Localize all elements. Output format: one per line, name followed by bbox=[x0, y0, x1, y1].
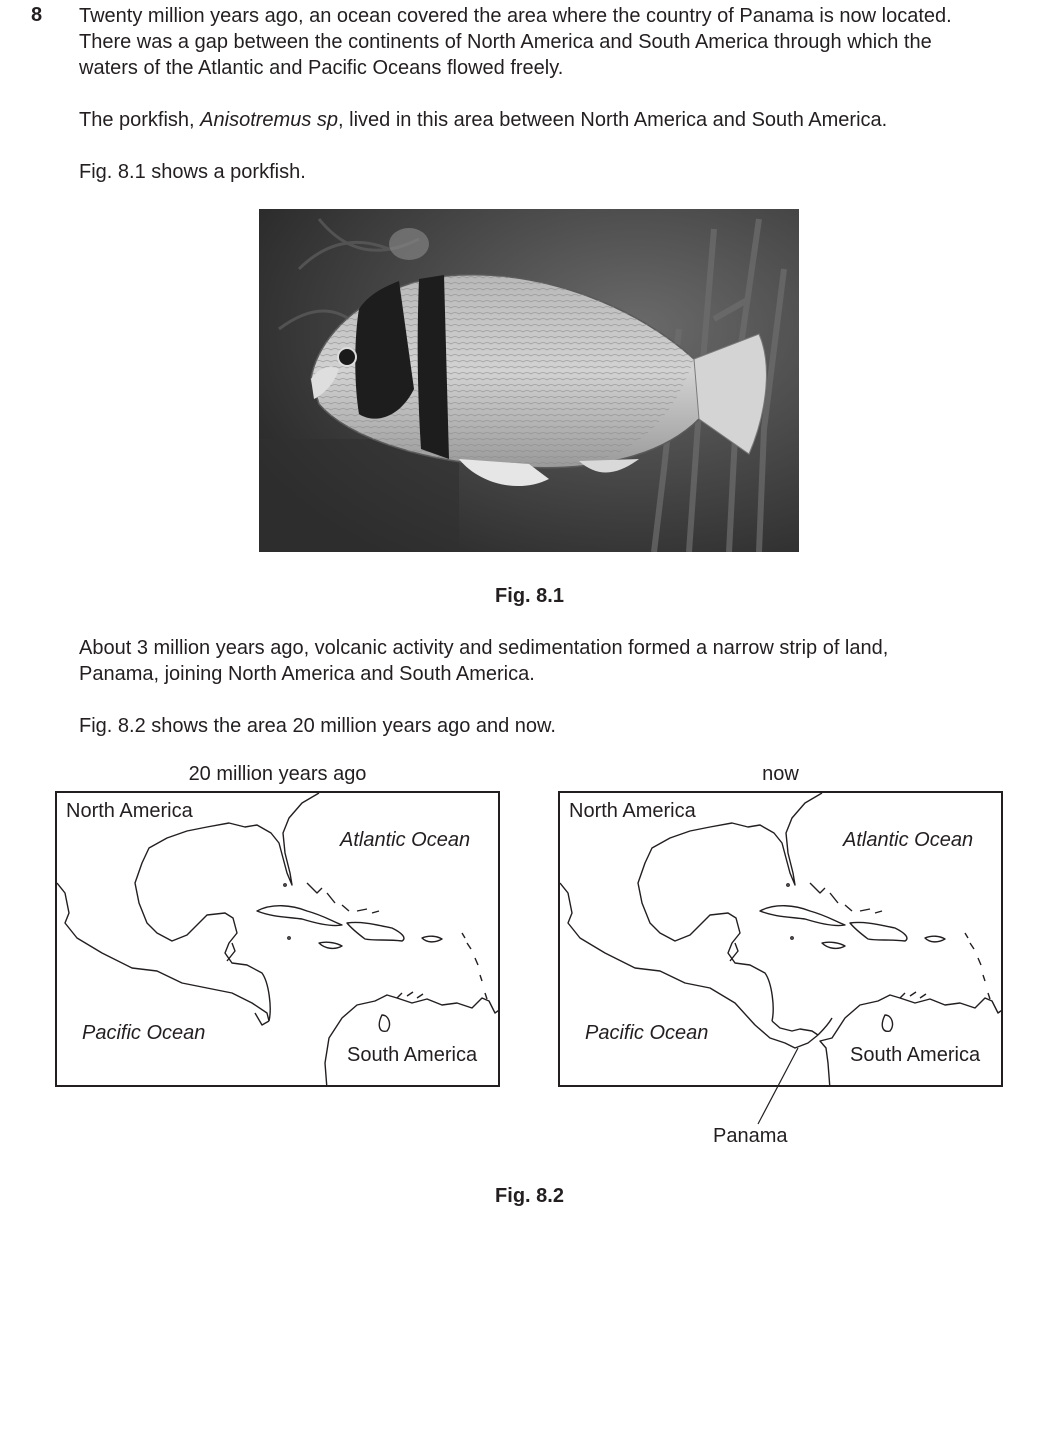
fig1-caption: Fig. 8.1 bbox=[495, 585, 564, 607]
intro-line-1: Twenty million years ago, an ocean covered the area where the country of Panama is now located. bbox=[79, 5, 952, 27]
label-pacific-ocean: Pacific Ocean bbox=[585, 1022, 709, 1044]
fig2-intro: Fig. 8.2 shows the area 20 million years ago and now. bbox=[79, 715, 556, 737]
label-pacific-ocean: Pacific Ocean bbox=[82, 1022, 206, 1044]
species-name: Anisotremus sp bbox=[200, 109, 339, 131]
label-north-america: North America bbox=[66, 800, 193, 822]
map-title-past: 20 million years ago bbox=[188, 763, 367, 785]
map-now bbox=[558, 791, 1003, 1087]
intro-paragraph bbox=[79, 3, 1025, 81]
porkfish-text-end: , lived in this area between North America and South America. bbox=[338, 109, 888, 131]
porkfish-text-start: The porkfish, bbox=[79, 109, 201, 131]
fig2-caption: Fig. 8.2 bbox=[495, 1185, 564, 1207]
map-title-now: now bbox=[762, 763, 799, 785]
label-north-america: North America bbox=[569, 800, 696, 822]
label-south-america: South America bbox=[347, 1044, 478, 1066]
panama-line-1: About 3 million years ago, volcanic activity and sedimentation formed a narrow strip of land, bbox=[79, 637, 889, 659]
panama-line-2: Panama, joining North America and South America. bbox=[79, 663, 535, 685]
fig1-intro: Fig. 8.1 shows a porkfish. bbox=[79, 161, 306, 183]
porkfish-photo bbox=[259, 209, 799, 552]
intro-line-3: waters of the Atlantic and Pacific Oceans flowed freely. bbox=[79, 57, 564, 79]
label-south-america: South America bbox=[850, 1044, 981, 1066]
label-atlantic-ocean: Atlantic Ocean bbox=[340, 829, 471, 851]
porkfish-paragraph bbox=[79, 107, 1025, 133]
question-number: 8 bbox=[31, 4, 43, 26]
label-atlantic-ocean: Atlantic Ocean bbox=[843, 829, 974, 851]
intro-line-2: There was a gap between the continents of North America and South America through which the bbox=[79, 31, 932, 53]
map-past bbox=[55, 791, 500, 1087]
panama-paragraph bbox=[79, 635, 1025, 687]
label-panama: Panama bbox=[713, 1125, 788, 1147]
